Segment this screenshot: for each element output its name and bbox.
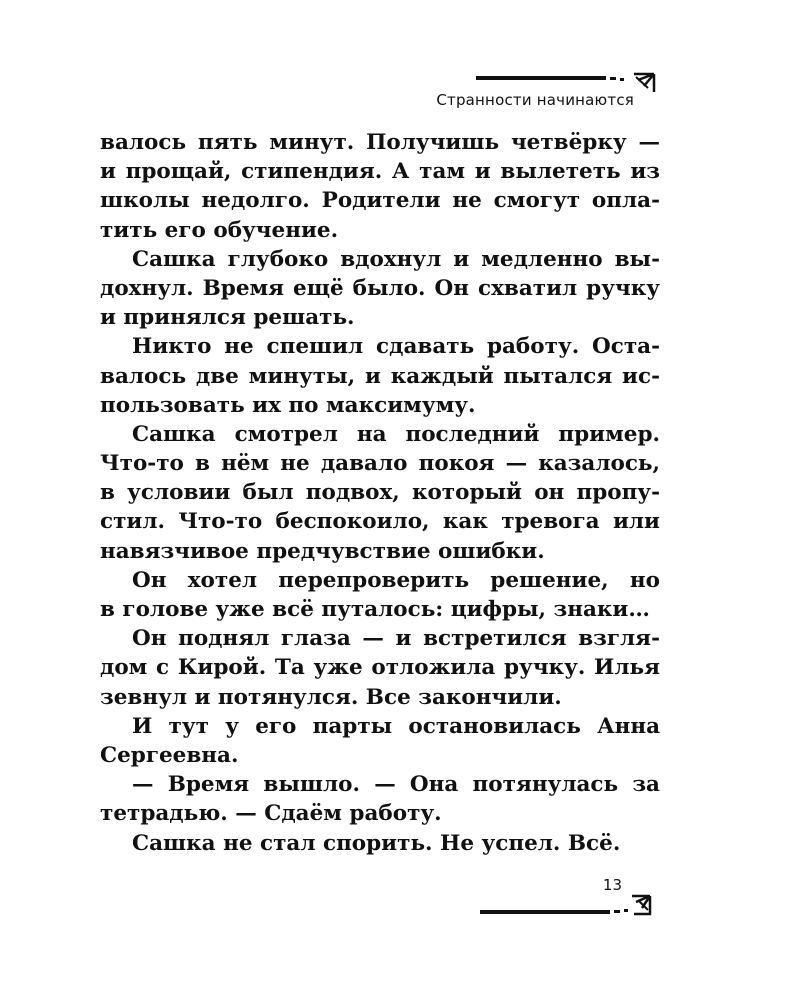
text-line: валось пять минут. Получишь четвёрку — [100, 130, 660, 155]
text-line: Сашка смотрел на последний пример. [132, 421, 660, 447]
text-line: Никто не спешил сдавать работу. Оста- [132, 334, 660, 360]
page-number: 13 [602, 876, 622, 894]
text-line: и прощай, стипендия. А там и вылететь из [100, 159, 660, 185]
text-line: Сергеевна. [100, 742, 239, 768]
text-line: навязчивое предчувствие ошибки. [100, 538, 545, 564]
text-line: дом с Кирой. Та уже отложила ручку. Илья [100, 655, 660, 681]
running-head [400, 70, 660, 110]
text-line: Что-то в нём не давало покоя — казалось, [100, 451, 660, 477]
text-line: Он поднял глаза — и встретился взгля- [132, 626, 660, 652]
text-line: — Время вышло. — Она потянулась за [132, 772, 660, 798]
text-line: дохнул. Время ещё было. Он схватил ручку [100, 275, 660, 301]
page-footer [470, 876, 660, 920]
body-text [100, 128, 660, 858]
text-line: тетрадью. — Сдаём работу. [100, 801, 442, 827]
text-line: валось две минуты, и каждый пытался ис- [100, 363, 660, 389]
text-line: школы недолго. Родители не смогут опла- [100, 188, 660, 214]
text-line: пользовать их по максимуму. [100, 392, 476, 418]
text-line: в голове уже всё путалось: цифры, знаки… [100, 597, 650, 622]
text-line: И тут у его парты остановилась Анна [132, 713, 660, 739]
text-line: Сашка не стал спорить. Не успел. Всё. [132, 830, 621, 856]
text-line: Он хотел перепроверить решение, но [132, 567, 660, 593]
footer-ornament-icon [470, 890, 660, 918]
text-line: Сашка глубоко вдохнул и медленно вы- [132, 246, 660, 272]
text-line: в условии был подвох, который он пропу- [100, 480, 660, 506]
text-line: и принялся решать. [100, 305, 355, 331]
text-line: тить его обучение. [100, 217, 339, 243]
text-line: стил. Что-то беспокоило, как тревога или [100, 509, 660, 535]
text-line: зевнул и потянулся. Все закончили. [100, 684, 562, 710]
chapter-title: Странности начинаются [436, 91, 634, 109]
